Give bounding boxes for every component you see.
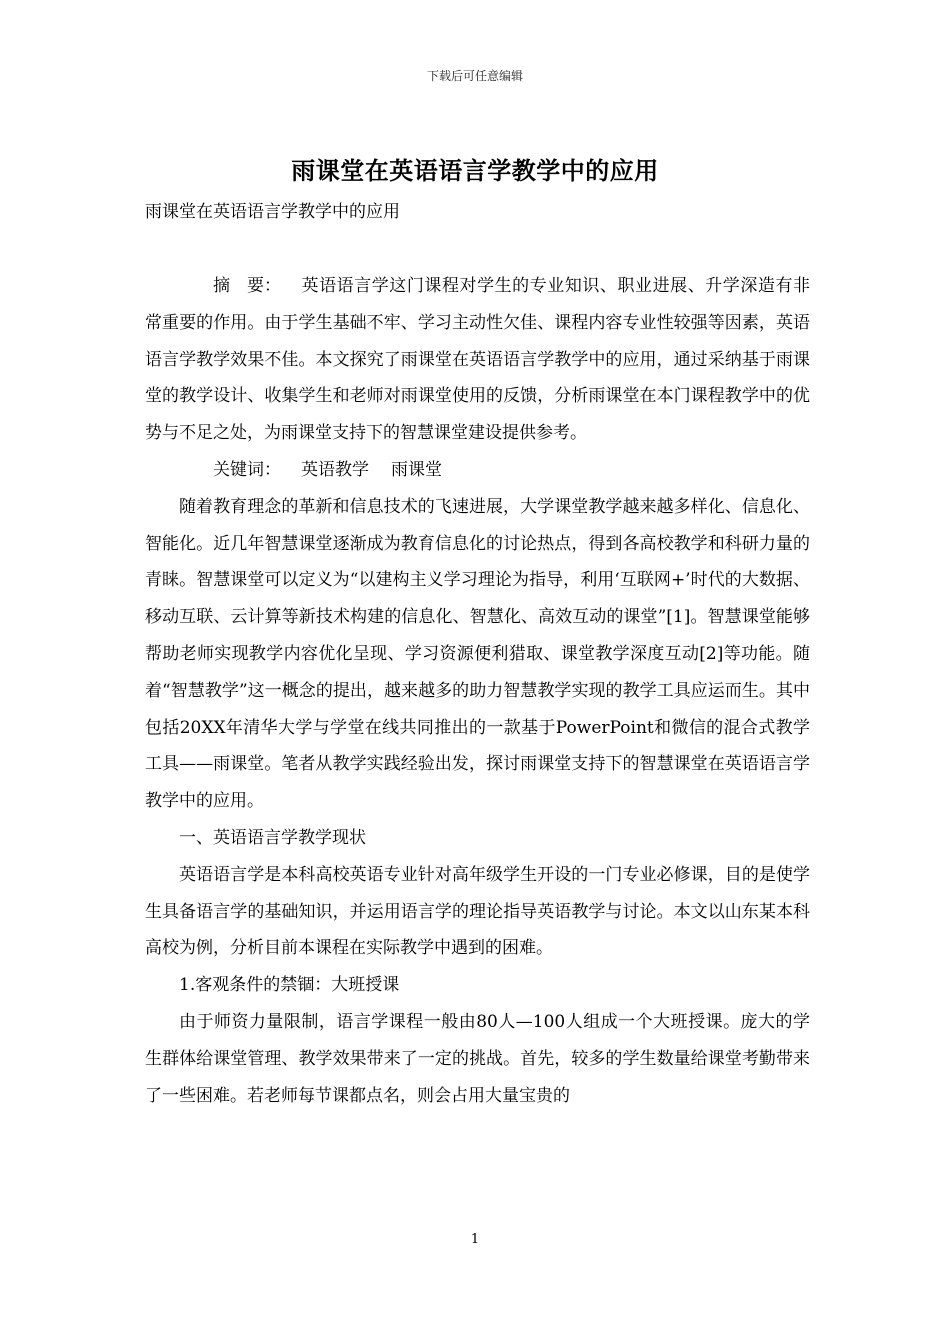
intro-paragraph: 随着教育理念的革新和信息技术的飞速进展，大学课堂教学越来越多样化、信息化、智能化。近几年智慧课堂逐渐成为教育信息化的讨论热点，得到各高校教学和科研力量的青睐。智慧课堂可以定义为“以建构主义学习理论为指导，利用‘互联网+’时代的大数据、移动互联、云计算等新技术构建的信息化、智慧化、高效互动的课堂”[1]。智慧课堂能够帮助老师实现教学内容优化呈现、学习资源便利猎取、课堂教学深度互动[2]等功能。随着“智慧教学”这一概念的提出，越来越多的助力智慧教学实现的教学工具应运而生。其中包括20XX年清华大学与学堂在线共同推出的一款基于PowerPoint和微信的混合式教学工具——雨课堂。笔者从教学实践经验出发，探讨雨课堂支持下的智慧课堂在英语语言学教学中的应用。 (145, 496, 810, 812)
section-heading: 一、英语语言学教学现状 (179, 827, 366, 848)
page-number: 1 (470, 1232, 480, 1247)
document-title: 雨课堂在英语语言学教学中的应用 (291, 156, 659, 185)
keywords-paragraph (145, 452, 810, 489)
document-subtitle: 雨课堂在英语语言学教学中的应用 (145, 202, 400, 222)
section-paragraph: 英语语言学是本科高校英语专业针对高年级学生开设的一门专业必修课，目的是使学生具备语言学的基础知识，并运用语言学的理论指导英语教学与讨论。本文以山东某本科高校为例，分析目前本课程在实际教学中遇到的困难。 (145, 864, 810, 959)
subsection-paragraph: 由于师资力量限制，语言学课程一般由80人—100人组成一个大班授课。庞大的学生群体给课堂管理、教学效果带来了一定的挑战。首先，较多的学生数量给课堂考勤带来了一些困难。若老师每节课都点名，则会占用大量宝贵的 (145, 1011, 810, 1106)
abstract-label: 摘 要： (213, 276, 281, 296)
abstract-text: 英语语言学这门课程对学生的专业知识、职业进展、升学深造有非常重要的作用。由于学生基础不牢、学习主动性欠佳、课程内容专业性较强等因素，英语语言学教学效果不佳。本文探究了雨课堂在英语语言学教学中的应用，通过采纳基于雨课堂的教学设计、收集学生和老师对雨课堂使用的反馈，分析雨课堂在本门课程教学中的优势与不足之处，为雨课堂支持下的智慧课堂建设提供参考。 (145, 276, 810, 444)
keyword-item: 雨课堂 (391, 459, 442, 480)
keyword-item: 英语教学 (301, 459, 369, 480)
header-note: 下载后可任意编辑 (426, 69, 523, 83)
keywords-label: 关键词： (213, 459, 281, 480)
body-text (145, 268, 810, 1114)
abstract-paragraph (145, 268, 810, 452)
subsection-heading: 1.客观条件的禁锢：大班授课 (179, 975, 400, 996)
